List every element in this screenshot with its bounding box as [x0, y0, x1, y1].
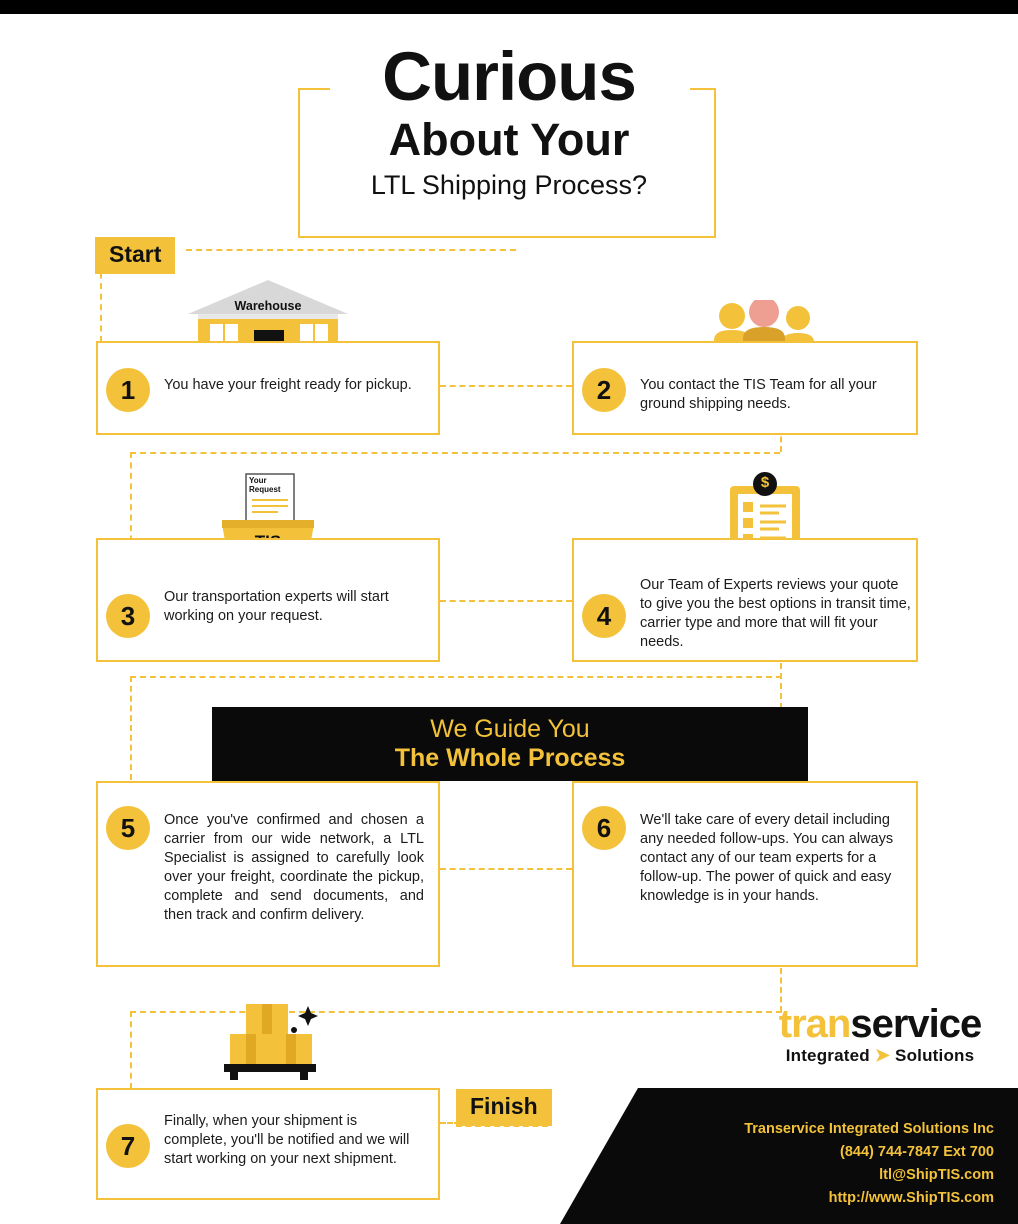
- logo-tagline: [760, 1045, 1000, 1066]
- step-number-3: 3: [106, 594, 150, 638]
- step-text-3: Our transportation experts will start working on your request.: [164, 589, 389, 624]
- connector-4-5-v: [130, 676, 132, 780]
- boxes-pallet-icon: [212, 1000, 324, 1086]
- step-card-2: [572, 341, 918, 435]
- connector-2-3-v: [130, 452, 132, 552]
- footer-email[interactable]: ltl@ShipTIS.com: [879, 1167, 994, 1183]
- title-line-3: LTL Shipping Process?: [370, 170, 648, 200]
- step-text-2: You contact the TIS Team for all your ground shipping needs.: [640, 377, 877, 412]
- warehouse-sign-label: Warehouse: [234, 299, 302, 313]
- step-card-6: [572, 781, 918, 967]
- logo-wordmark: [760, 1003, 1000, 1045]
- connector-start-down: [100, 262, 102, 342]
- step-number-7: 7: [106, 1124, 150, 1168]
- title-line-1: Curious: [382, 38, 636, 115]
- start-label: Start: [95, 237, 175, 274]
- step-card-5: [96, 781, 440, 967]
- page-title: [0, 40, 1018, 202]
- step-text-1: You have your freight ready for pickup.: [164, 377, 412, 393]
- logo-word-2: service: [850, 1002, 982, 1046]
- logo-arrow-icon: ➤: [874, 1045, 891, 1065]
- step-number-2: 2: [582, 368, 626, 412]
- step-number-1: 1: [106, 368, 150, 412]
- step-text-6: We'll take care of every detail including any needed follow-ups. You can always contact any of our team experts for a follow-up. The power of quick and easy knowledge is in your hands.: [640, 812, 894, 904]
- connector-4-down: [780, 663, 782, 709]
- logo-tagline-right: Solutions: [895, 1046, 975, 1065]
- connector-1-2: [440, 385, 572, 387]
- dollar-badge: $: [760, 474, 770, 491]
- step-number-5: 5: [106, 806, 150, 850]
- connector-finish-under: [456, 1125, 548, 1127]
- step-text-4: Our Team of Experts reviews your quote to give you the best options in transit time, carrier type and more that will fit your needs.: [640, 577, 911, 650]
- banner-line-2: The Whole Process: [394, 744, 626, 772]
- company-logo: [760, 1003, 1000, 1066]
- step-card-3: [96, 538, 440, 662]
- step-text-7: Finally, when your shipment is complete, you'll be notified and we will start working on your next shipment.: [164, 1113, 410, 1167]
- top-bar: [0, 0, 1018, 14]
- connector-3-4: [440, 600, 572, 602]
- connector-7-finish: [440, 1122, 460, 1124]
- logo-tagline-left: Integrated: [785, 1046, 870, 1065]
- step-card-7: [96, 1088, 440, 1200]
- connector-5-6: [440, 868, 572, 870]
- guide-banner: [212, 707, 808, 781]
- connector-start-top: [186, 249, 516, 251]
- footer-phone[interactable]: (844) 744-7847 Ext 700: [840, 1144, 994, 1160]
- footer-contact: [744, 1118, 994, 1210]
- logo-word-1: tran: [778, 1002, 851, 1046]
- connector-4-5-h: [130, 676, 782, 678]
- step-card-1: [96, 341, 440, 435]
- footer-website[interactable]: http://www.ShipTIS.com: [828, 1190, 994, 1206]
- finish-label: Finish: [456, 1089, 552, 1126]
- footer-company: Transervice Integrated Solutions Inc: [744, 1121, 994, 1137]
- request-note-label: Your Request: [249, 476, 281, 494]
- step-number-4: 4: [582, 594, 626, 638]
- step-text-5: Once you've confirmed and chosen a carrier from our wide network, a LTL Specialist is assigned to carefully look over your freight, coordinate the pickup, complete and send documents, and then track and confirm delivery.: [164, 812, 424, 923]
- banner-line-1: We Guide You: [430, 715, 590, 743]
- connector-2-3-h: [130, 452, 780, 454]
- step-number-6: 6: [582, 806, 626, 850]
- title-line-2: About Your: [388, 114, 630, 165]
- step-card-4: [572, 538, 918, 662]
- connector-6-7-v: [130, 1011, 132, 1089]
